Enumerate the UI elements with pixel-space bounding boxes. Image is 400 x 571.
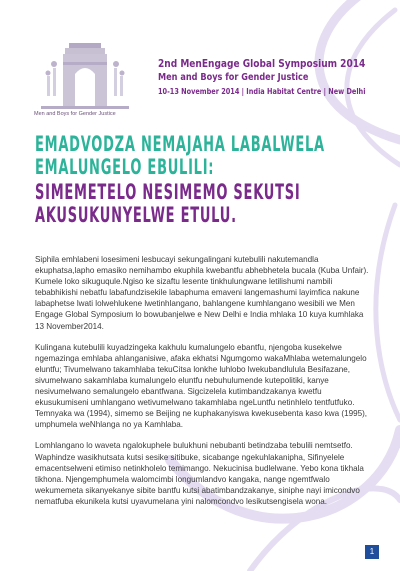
event-header bbox=[158, 57, 388, 98]
headline-line-1: EMADVODZA NEMAJAHA LABALWELA bbox=[35, 132, 325, 156]
headline-line-2: EMALUNGELO EBULILI: bbox=[35, 155, 215, 179]
headline-line-4: AKUSUKUNYELWE ETULU. bbox=[35, 203, 237, 227]
paragraph: Siphila emhlabeni losesimeni lesbucayi sekungalingani kutebulili nakutemandla ekuphatsa,lapho emasiko nemihambo ekuphila kwebantfu abhebhetela bucala (Kuba Unfair). Kumele loko sikuguqule.Ngiso ke sizaftu lesente tinkhulungwane letilishumi nambili tebabhikishi nebatfu labafundzisekile labaphuma emaveni langemashumi layimfica nakune labaphetse lwati lolwehlukene lwetinhlangano, bahlangene kumhlangano wesibili we Men Engage Global Symposium lo bowubanjelwe e New Delhi e India mhlaka 10 kuya kumhlaka 13 November2014. bbox=[35, 255, 369, 331]
headline-secondary bbox=[35, 181, 382, 227]
headline-line-3: SIMEMETELO NESIMEMO SEKUTSI bbox=[35, 180, 301, 204]
logo-caption: Men and Boys for Gender Justice bbox=[34, 111, 116, 117]
headline-primary bbox=[35, 133, 382, 179]
paragraph: Lomhlangano lo waveta ngalokuphele bulukhuni nebubanti betindzaba tebulili nemtsetfo. Waphindze wasikhutsata kutsi sesike sitibuke, sicabange ngekuhlakanipha, Sifinyelele emacentselweni etimiso netinkholelo temimango. Nekucinisa budlelwane. Yebo kona tikhala tikhona. Njengemphumela walomcimbi longumlandvo kangaka, nange ngemtfwalo wekumemeta sikanyekanye sibite bantfu kutsi abatimbandzakanye, siniphe nayi imicondvo nematfuba ekunikela kutsi uyavumelana yini nalomcondvo lesikutsengisela wona. bbox=[35, 441, 364, 506]
body-text bbox=[35, 254, 373, 517]
paragraph: Kulingana kutebulili kuyadzingeka kakhulu kumalungelo ebantfu, njengoba kusekelwe ngemazinga emhlaba ahlanganisiwe, afaka ekhatsi Ngumgomo wakaMhlaba wetemalungelo eluntfu; Tivumelwano takamhlaba tekuCitsa lonkhe luhlobo lwekubandlulula Besifazane, sivumelwano sakamhlaba kumalungelo eluntfu nebuhulumende kutepolitiki, kanye nesivumelwano semalungelo ebantfwana. Sigcizelela kutimbandzakanya kwetfu ekusukumiseni umhlangano wetivumelwano takamhlaba ngeLuntfu netinhlelo tentfutfuko. Temnyaka wa (1994), simemo se Beijing ne kuphakanyiswa kwekusebenta kaso kwa (1995), umphumela weNhlanga no ya Kamhlaba. bbox=[35, 342, 368, 430]
event-details: 10-13 November 2014 | India Habitat Centre | New Delhi bbox=[158, 87, 366, 96]
event-subtitle: Men and Boys for Gender Justice bbox=[158, 72, 309, 83]
india-gate-logo bbox=[35, 40, 135, 118]
event-title: 2nd MenEngage Global Symposium 2014 bbox=[158, 58, 366, 70]
page-number-badge: 1 bbox=[365, 545, 379, 559]
